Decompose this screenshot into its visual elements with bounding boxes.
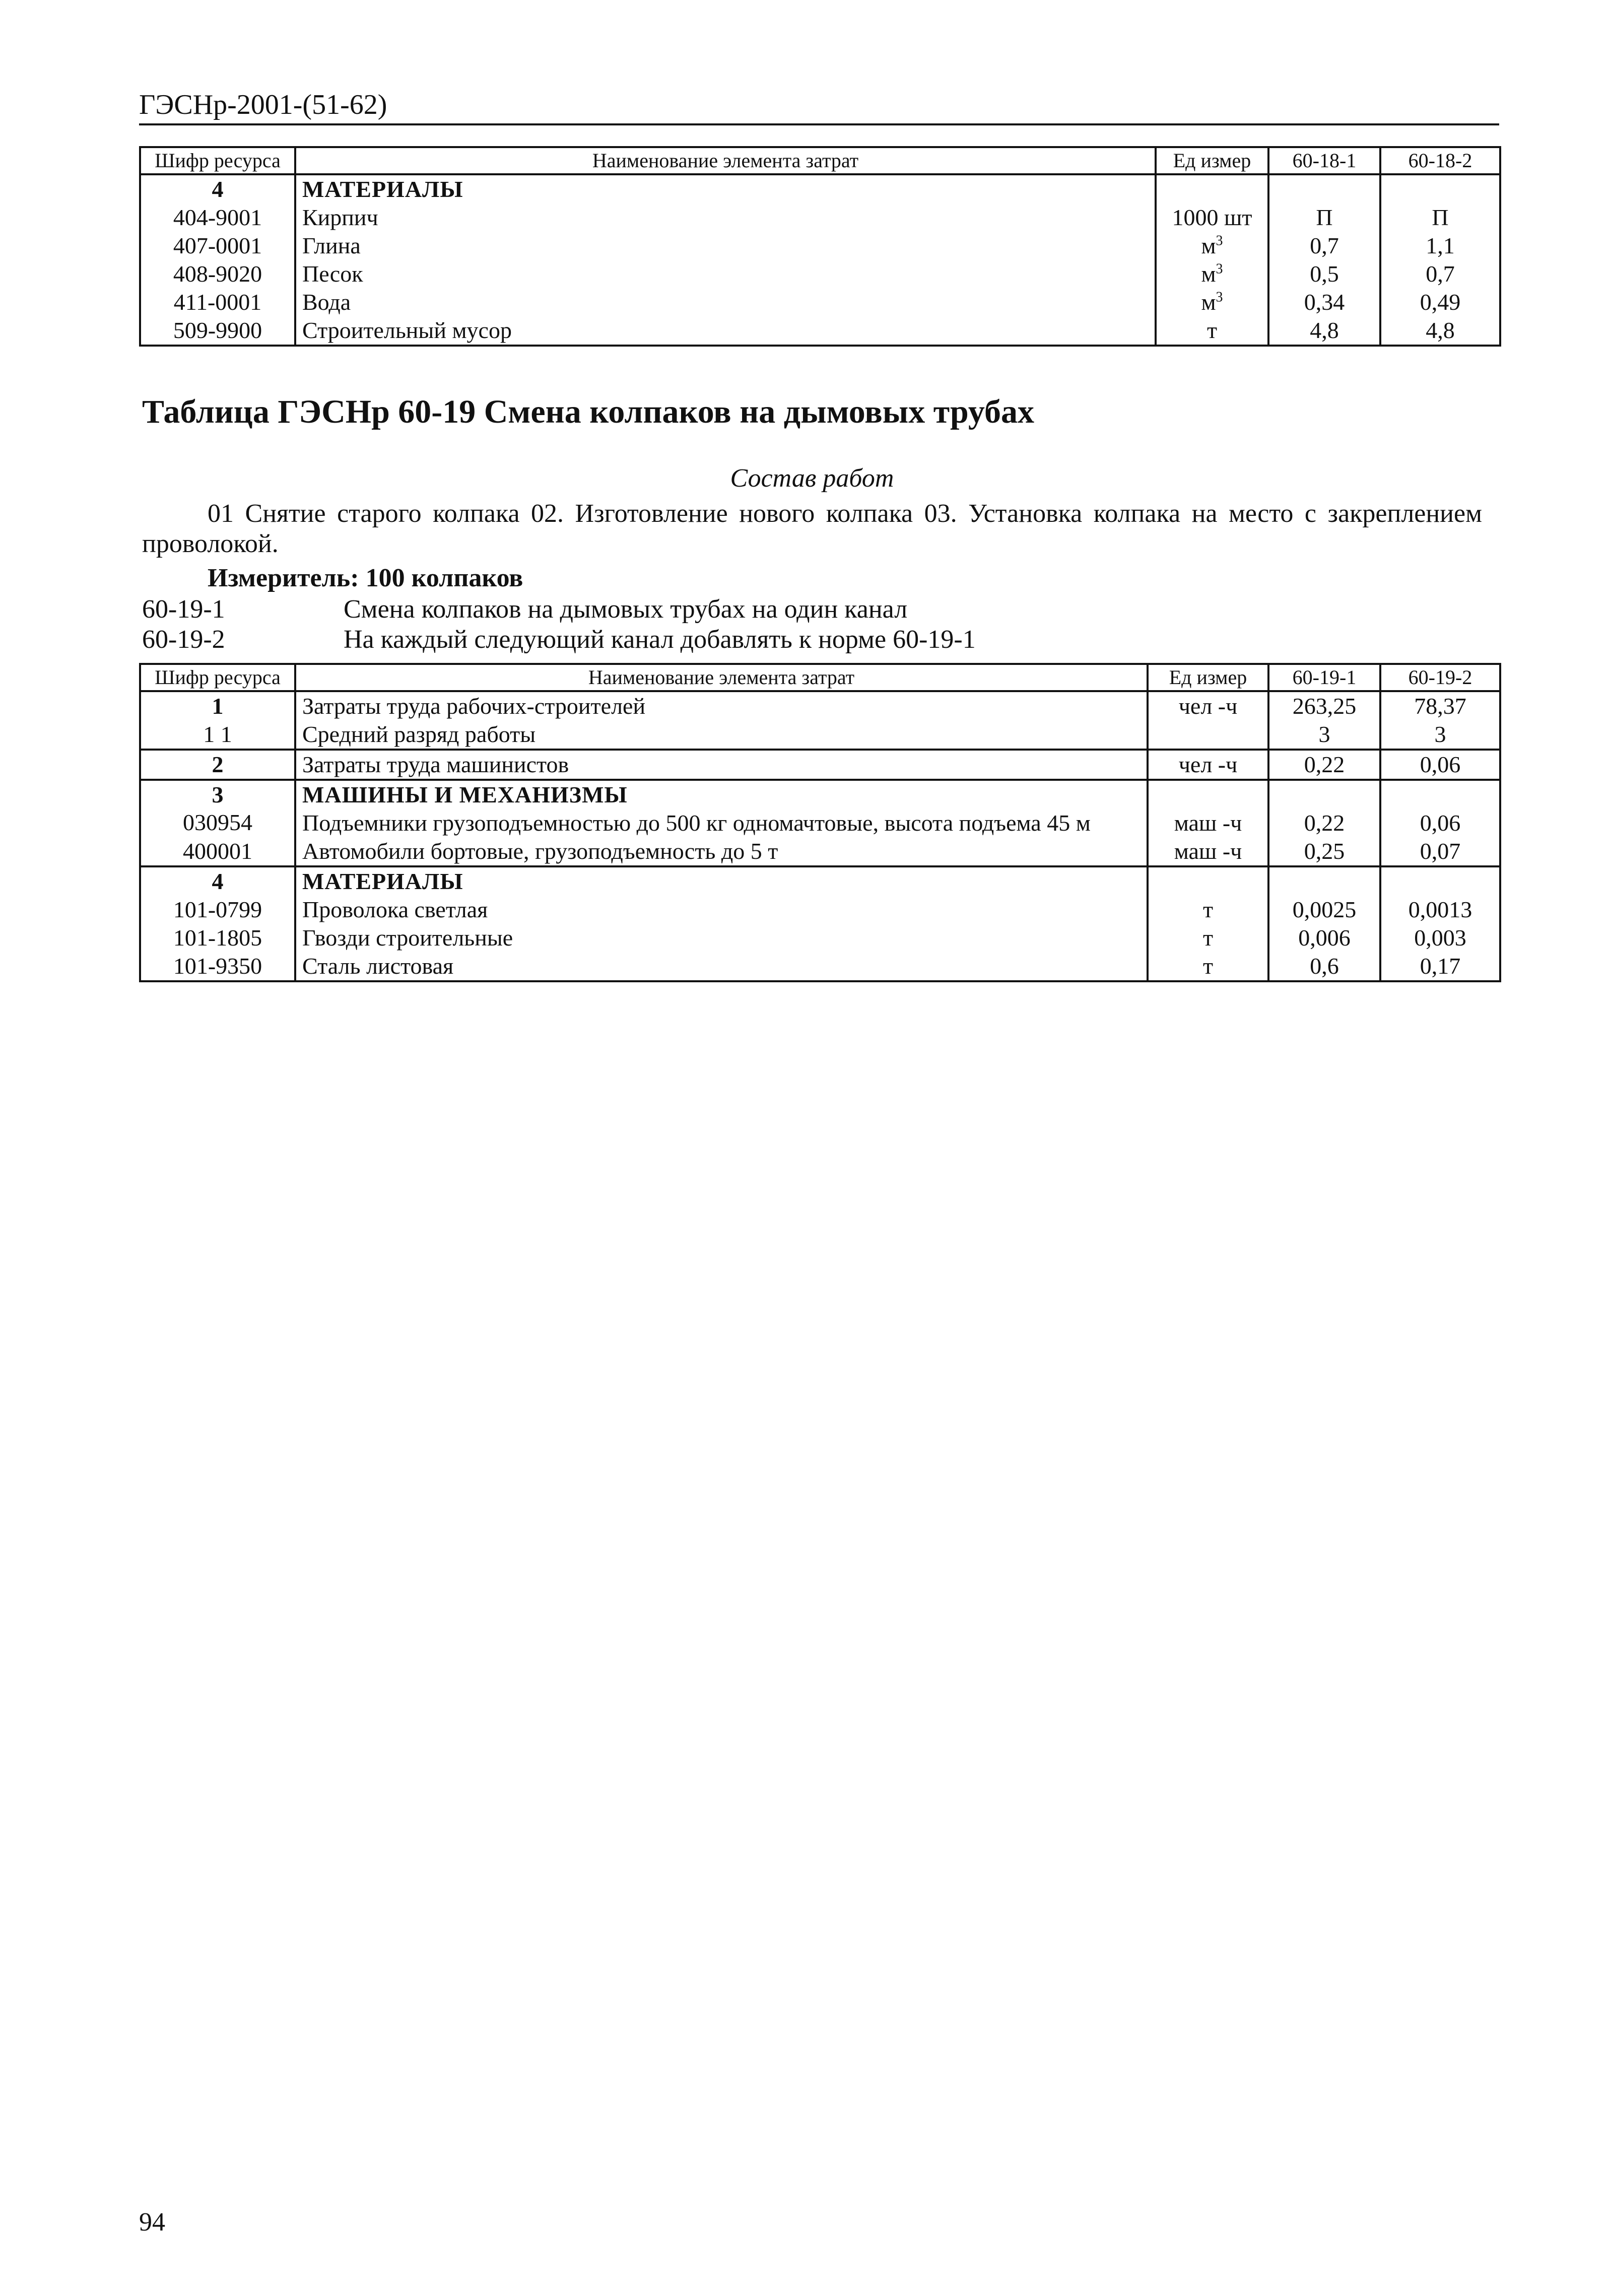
resource-code: 101-9350 <box>140 952 295 981</box>
resource-name: Сталь листовая <box>295 952 1148 981</box>
resource-code: 1 <box>140 691 295 720</box>
column-header-name: Наименование элемента затрат <box>295 664 1148 691</box>
table-row <box>140 260 1500 288</box>
table-header-row <box>140 147 1500 174</box>
table-row <box>140 691 1500 720</box>
unit-superscript: 3 <box>1216 233 1223 249</box>
norm-2-cell <box>1380 866 1500 896</box>
resource-code: 101-0799 <box>140 896 295 924</box>
norm-2-value: 0,06 <box>1380 809 1500 837</box>
norm-1-value: 0,22 <box>1268 750 1380 780</box>
norm-1-value: 0,5 <box>1268 260 1380 288</box>
norm-2-value: 78,37 <box>1380 691 1500 720</box>
unit-superscript: 3 <box>1216 261 1223 277</box>
norm-2-value: 0,0013 <box>1380 896 1500 924</box>
norm-2-value: 1,1 <box>1380 232 1500 260</box>
unit-cell <box>1148 720 1268 750</box>
table-row <box>140 866 1500 896</box>
norm-1-value: П <box>1268 204 1380 232</box>
table-row <box>140 837 1500 866</box>
norm-2-value: 0,003 <box>1380 924 1500 952</box>
resource-name: Средний разряд работы <box>295 720 1148 750</box>
norm-2-value: 0,49 <box>1380 288 1500 316</box>
table-row <box>140 316 1500 346</box>
unit-text: м <box>1201 289 1216 315</box>
norm-1-value: 0,0025 <box>1268 896 1380 924</box>
unit-text: м <box>1201 261 1216 287</box>
section-title: МАТЕРИАЛЫ <box>295 174 1156 204</box>
resource-code: 030954 <box>140 809 295 837</box>
resource-code: 4 <box>140 866 295 896</box>
header-rule <box>139 123 1499 125</box>
resource-code: 408-9020 <box>140 260 295 288</box>
unit-cell: маш -ч <box>1148 837 1268 866</box>
table-row <box>140 896 1500 924</box>
norm-line <box>142 594 907 625</box>
norm-2-cell <box>1380 780 1500 809</box>
resource-code: 1 1 <box>140 720 295 750</box>
norm-1-value: 0,34 <box>1268 288 1380 316</box>
resource-code: 2 <box>140 750 295 780</box>
unit-superscript: 3 <box>1216 289 1223 305</box>
table-row <box>140 232 1500 260</box>
resource-name: Кирпич <box>295 204 1156 232</box>
resource-code: 509-9900 <box>140 316 295 346</box>
table-row <box>140 204 1500 232</box>
norm-description: На каждый следующий канал добавлять к норме 60-19-1 <box>344 625 976 654</box>
resource-code: 101-1805 <box>140 924 295 952</box>
resource-name: Проволока светлая <box>295 896 1148 924</box>
norm-2-value: П <box>1380 204 1500 232</box>
norm-2-value: 0,06 <box>1380 750 1500 780</box>
resource-code: 3 <box>140 780 295 809</box>
norm-1-value: 3 <box>1268 720 1380 750</box>
resource-code: 4 <box>140 174 295 204</box>
column-header-norm-1: 60-19-1 <box>1268 664 1380 691</box>
norm-code: 60-19-1 <box>142 595 225 624</box>
table-header-row <box>140 664 1500 691</box>
resource-name: Песок <box>295 260 1156 288</box>
norm-code: 60-19-2 <box>142 625 225 654</box>
section-title: МАШИНЫ И МЕХАНИЗМЫ <box>295 780 1148 809</box>
norm-2-value: 0,7 <box>1380 260 1500 288</box>
norm-2-value: 0,07 <box>1380 837 1500 866</box>
column-header-code: Шифр ресурса <box>140 664 295 691</box>
norm-1-cell <box>1268 866 1380 896</box>
unit-cell: т <box>1148 924 1268 952</box>
column-header-name: Наименование элемента затрат <box>295 147 1156 174</box>
resource-name: Затраты труда рабочих-строителей <box>295 691 1148 720</box>
work-composition-text: 01 Снятие старого колпака 02. Изготовление нового колпака 03. Установка колпака на место с закреплением проволокой. <box>142 499 1482 558</box>
resource-name: Затраты труда машинистов <box>295 750 1148 780</box>
unit-text: м <box>1201 233 1216 258</box>
resource-name: Подъемники грузоподъемностью до 500 кг одномачтовые, высота подъема 45 м <box>295 809 1148 837</box>
resource-table-60-18 <box>139 146 1501 347</box>
norm-1-value: 0,25 <box>1268 837 1380 866</box>
resource-name: Глина <box>295 232 1156 260</box>
unit-cell: т <box>1148 896 1268 924</box>
unit-cell: маш -ч <box>1148 809 1268 837</box>
resource-code: 400001 <box>140 837 295 866</box>
unit-cell <box>1156 174 1268 204</box>
unit-cell: 1000 шт <box>1156 204 1268 232</box>
table-row <box>140 750 1500 780</box>
document-header: ГЭСНр-2001-(51-62) <box>139 89 387 120</box>
table-title: Таблица ГЭСНр 60-19 Смена колпаков на дымовых трубах <box>142 393 1034 430</box>
norm-2-cell <box>1380 174 1500 204</box>
norm-description: Смена колпаков на дымовых трубах на один канал <box>344 595 908 624</box>
unit-cell <box>1156 260 1268 288</box>
unit-cell <box>1156 232 1268 260</box>
table-row <box>140 924 1500 952</box>
table-row <box>140 780 1500 809</box>
norm-1-value: 0,6 <box>1268 952 1380 981</box>
column-header-code: Шифр ресурса <box>140 147 295 174</box>
resource-name: Строительный мусор <box>295 316 1156 346</box>
column-header-unit: Ед измер <box>1156 147 1268 174</box>
resource-table-60-19 <box>139 663 1501 982</box>
norm-2-value: 0,17 <box>1380 952 1500 981</box>
norm-1-cell <box>1268 174 1380 204</box>
page-number: 94 <box>139 2208 165 2237</box>
section-title: МАТЕРИАЛЫ <box>295 866 1148 896</box>
unit-cell: т <box>1148 952 1268 981</box>
resource-name: Гвозди строительные <box>295 924 1148 952</box>
norm-1-value: 0,006 <box>1268 924 1380 952</box>
table-row <box>140 174 1500 204</box>
resource-name: Вода <box>295 288 1156 316</box>
norm-1-value: 4,8 <box>1268 316 1380 346</box>
table-row <box>140 720 1500 750</box>
table-row <box>140 809 1500 837</box>
norm-1-value: 263,25 <box>1268 691 1380 720</box>
unit-cell: т <box>1156 316 1268 346</box>
resource-code: 411-0001 <box>140 288 295 316</box>
table-row <box>140 288 1500 316</box>
unit-cell <box>1148 866 1268 896</box>
table-row <box>140 952 1500 981</box>
norm-1-value: 0,7 <box>1268 232 1380 260</box>
column-header-norm-2: 60-18-2 <box>1380 147 1500 174</box>
resource-code: 407-0001 <box>140 232 295 260</box>
measure-unit: Измеритель: 100 колпаков <box>208 564 523 592</box>
unit-cell: чел -ч <box>1148 750 1268 780</box>
norm-line <box>142 625 976 655</box>
unit-cell: чел -ч <box>1148 691 1268 720</box>
resource-name: Автомобили бортовые, грузоподъемность до 5 т <box>295 837 1148 866</box>
work-composition-caption: Состав работ <box>730 464 894 493</box>
unit-cell <box>1148 780 1268 809</box>
resource-code: 404-9001 <box>140 204 295 232</box>
unit-cell <box>1156 288 1268 316</box>
norm-1-cell <box>1268 780 1380 809</box>
column-header-norm-2: 60-19-2 <box>1380 664 1500 691</box>
norm-2-value: 3 <box>1380 720 1500 750</box>
norm-2-value: 4,8 <box>1380 316 1500 346</box>
norm-1-value: 0,22 <box>1268 809 1380 837</box>
column-header-norm-1: 60-18-1 <box>1268 147 1380 174</box>
column-header-unit: Ед измер <box>1148 664 1268 691</box>
